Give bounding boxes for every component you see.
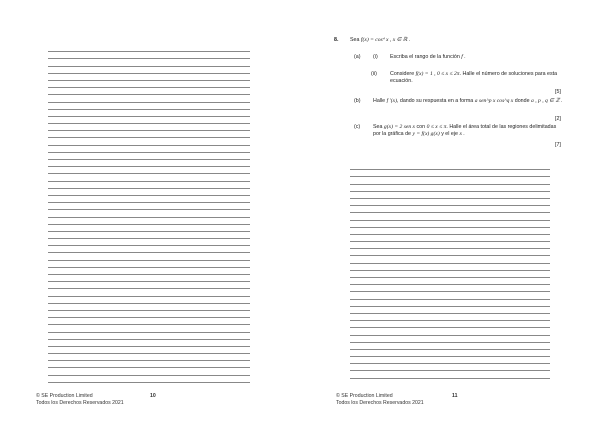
answer-line — [48, 59, 250, 66]
answer-line — [350, 350, 550, 357]
page-number: 11 — [452, 393, 458, 399]
answer-line — [48, 167, 250, 174]
answer-line — [48, 153, 250, 160]
rights-line: Todos los Derechos Reservados 2021 — [336, 400, 424, 406]
answer-line — [48, 225, 250, 232]
answer-line — [350, 314, 550, 321]
answer-line — [48, 203, 250, 210]
answer-line — [350, 336, 550, 343]
part-b-text: Halle f ′(x), dando su respuesta en a forma a sen^p x cos^q x donde a , p , q ∈ ℤ . — [373, 98, 563, 104]
answer-line — [48, 361, 250, 368]
answer-line — [48, 182, 250, 189]
part-a-mark: [5] — [555, 89, 561, 95]
part-b-label: (b) — [354, 98, 361, 104]
answer-line — [48, 52, 250, 59]
answer-line — [350, 185, 550, 192]
part-c-mark: [7] — [555, 142, 561, 148]
answer-line — [48, 196, 250, 203]
footer — [36, 393, 124, 407]
footer — [336, 393, 424, 407]
answer-line — [48, 232, 250, 239]
answer-line — [48, 325, 250, 332]
question-number: 8. — [334, 37, 339, 43]
answer-line — [48, 138, 250, 145]
answer-line — [48, 67, 250, 74]
right-page — [300, 0, 600, 424]
answer-line — [350, 256, 550, 263]
answer-line — [48, 340, 250, 347]
answer-line — [48, 318, 250, 325]
answer-line — [350, 307, 550, 314]
part-b-mark: [2] — [555, 116, 561, 122]
answer-line — [48, 275, 250, 282]
answer-line — [350, 300, 550, 307]
answer-lines — [350, 163, 550, 379]
part-c-label: (c) — [354, 124, 361, 130]
answer-line — [350, 285, 550, 292]
answer-line — [48, 95, 250, 102]
answer-line — [350, 177, 550, 184]
answer-line — [48, 210, 250, 217]
answer-line — [350, 228, 550, 235]
page-number: 10 — [150, 393, 156, 399]
answer-line — [350, 235, 550, 242]
answer-line — [350, 364, 550, 371]
answer-line — [48, 110, 250, 117]
stem-math: f(x) = cos⁴ x , x ∈ ℝ . — [360, 37, 411, 43]
answer-line — [350, 321, 550, 328]
answer-line — [48, 354, 250, 361]
answer-line — [48, 297, 250, 304]
part-c-text: Sea g(x) = 2 sen x con 0 ≤ x ≤ π. Halle el área total de las regiones delimitadas por la gráfica de y = f(x) g(x) y el eje x . — [373, 124, 557, 138]
answer-line — [350, 221, 550, 228]
answer-line — [48, 103, 250, 110]
answer-line — [48, 81, 250, 88]
answer-line — [350, 328, 550, 335]
answer-line — [350, 371, 550, 378]
answer-line — [350, 163, 550, 170]
copyright-line: © SE Production Limited — [36, 393, 93, 399]
answer-line — [350, 292, 550, 299]
answer-line — [350, 192, 550, 199]
answer-line — [350, 249, 550, 256]
answer-line — [48, 261, 250, 268]
part-a-i-label: (i) — [373, 54, 378, 60]
answer-line — [48, 347, 250, 354]
answer-line — [350, 264, 550, 271]
answer-line — [350, 278, 550, 285]
answer-lines — [48, 45, 250, 383]
answer-line — [48, 368, 250, 375]
answer-line — [48, 117, 250, 124]
part-a-ii-label: (ii) — [371, 71, 377, 77]
question-stem: Sea f(x) = cos⁴ x , x ∈ ℝ . — [350, 37, 411, 43]
answer-line — [48, 311, 250, 318]
answer-line — [350, 271, 550, 278]
answer-line — [48, 146, 250, 153]
answer-line — [48, 218, 250, 225]
answer-line — [48, 160, 250, 167]
copyright-line: © SE Production Limited — [336, 393, 393, 399]
answer-line — [48, 289, 250, 296]
answer-line — [48, 304, 250, 311]
answer-line — [350, 343, 550, 350]
answer-line — [350, 357, 550, 364]
answer-line — [48, 174, 250, 181]
answer-line — [48, 239, 250, 246]
part-a-i-text: Escriba el rango de la función f . — [390, 54, 466, 60]
part-a-ii-text: Considere f(x) = 1 , 0 ≤ x ≤ 2π. Halle el número de soluciones para esta ecuación. — [390, 71, 558, 85]
answer-line — [350, 206, 550, 213]
part-a-label: (a) — [354, 54, 361, 60]
rights-line: Todos los Derechos Reservados 2021 — [36, 400, 124, 406]
answer-line — [350, 170, 550, 177]
answer-line — [350, 242, 550, 249]
answer-line — [48, 45, 250, 52]
answer-line — [48, 376, 250, 383]
answer-line — [48, 282, 250, 289]
answer-line — [48, 74, 250, 81]
answer-line — [48, 88, 250, 95]
answer-line — [48, 333, 250, 340]
answer-line — [48, 189, 250, 196]
answer-line — [350, 213, 550, 220]
answer-line — [48, 253, 250, 260]
answer-line — [48, 246, 250, 253]
answer-line — [350, 199, 550, 206]
answer-line — [48, 131, 250, 138]
answer-line — [48, 124, 250, 131]
answer-line — [48, 268, 250, 275]
